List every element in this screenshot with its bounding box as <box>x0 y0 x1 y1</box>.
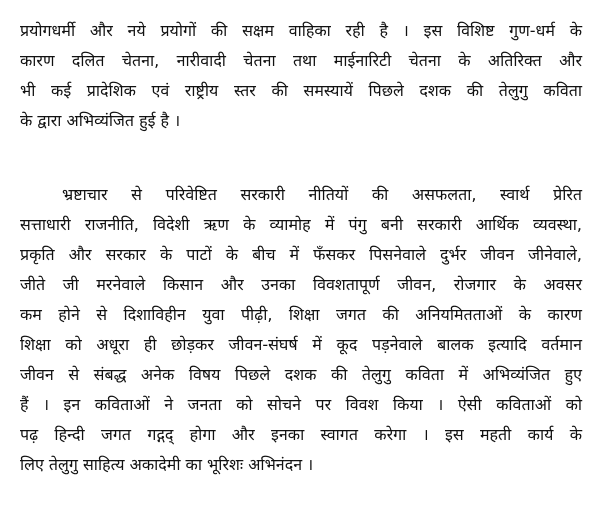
text-line: कारण दलित चेतना, नारीवादी चेतना तथा माईनारिटी चेतना के अतिरिक्त और <box>20 51 582 70</box>
text-line: जीवन से संबद्ध अनेक विषय पिछले दशक की तेलुगु कविता में अभिव्यंजित हुए <box>20 365 582 384</box>
text-line: शिक्षा को अधूरा ही छोड़कर जीवन-संघर्ष में कूद पड़नेवाले बालक इत्यादि वर्तमान <box>20 335 582 354</box>
text-line: लिए तेलुगु साहित्य अकादेमी का भूरिशः अभिनंदन । <box>20 455 314 474</box>
paragraph-2 <box>20 180 582 480</box>
text-line: भी कई प्रादेशिक एवं राष्ट्रीय स्तर की समस्यायें पिछले दशक की तेलुगु कविता <box>20 81 582 100</box>
text-line: पढ़ हिन्दी जगत गद्गद् होगा और इनका स्वागत करेगा । इस महती कार्य के <box>20 425 582 444</box>
text-line: जीते जी मरनेवाले किसान और उनका विवशतापूर्ण जीवन, रोजगार के अवसर <box>20 275 582 294</box>
text-line: सत्ताधारी राजनीति, विदेशी ऋण के व्यामोह में पंगु बनी सरकारी आर्थिक व्यवस्था, <box>20 215 582 234</box>
text-line: प्रकृति और सरकार के पाटों के बीच में फँसकर पिसनेवाले दुर्भर जीवन जीनेवाले, <box>20 245 582 264</box>
text-line: भ्रष्टाचार से परिवेष्टित सरकारी नीतियों की असफलता, स्वार्थ प्रेरित <box>62 185 582 204</box>
text-line: प्रयोगधर्मी और नये प्रयोगों की सक्षम वाहिका रही है । इस विशिष्ट गुण-धर्म के <box>20 21 582 40</box>
text-line: के द्वारा अभिव्यंजित हुई है । <box>20 111 181 130</box>
text-line: कम होने से दिशाविहीन युवा पीढ़ी, शिक्षा जगत की अनियमितताओं के कारण <box>20 305 582 324</box>
paragraph-1 <box>20 16 582 136</box>
text-line: हैं । इन कविताओं ने जनता को सोचने पर विवश किया । ऐसी कविताओं को <box>20 395 582 414</box>
